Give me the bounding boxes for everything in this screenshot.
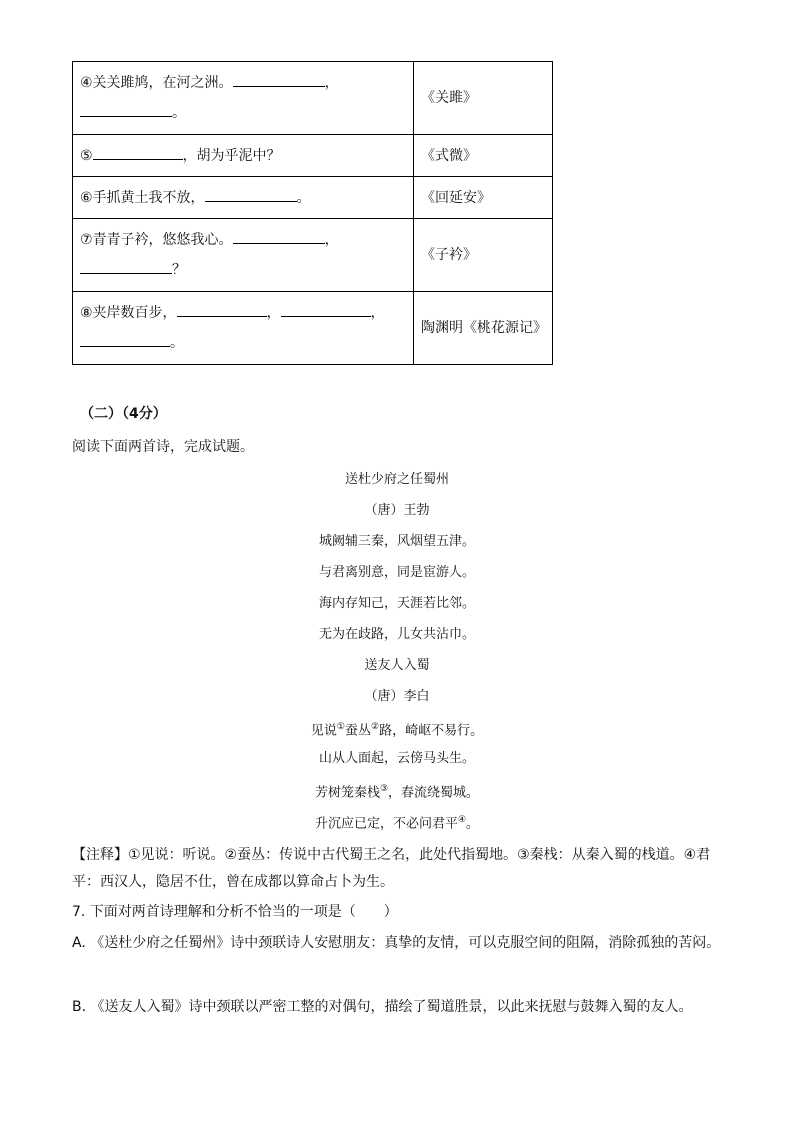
poem-line: 城阙辅三秦，风烟望五津。 xyxy=(318,534,475,549)
answer-blank[interactable] xyxy=(281,301,371,317)
verse-cell: ⑦青青子衿，悠悠我心。 ， ？ xyxy=(73,219,414,292)
source-cell: 《式微》 xyxy=(414,135,553,177)
poem-author: （唐）李白 xyxy=(364,689,430,704)
poem-title: 送友人入蜀 xyxy=(364,658,430,673)
note-marker: ② xyxy=(371,722,380,732)
poem-line: 无为在歧路，儿女共沾巾。 xyxy=(318,627,475,642)
option-a[interactable]: A. 《送杜少府之任蜀州》诗中颈联诗人安慰朋友：真挚的友情，可以克服空间的阻隔，消除孤独的苦闷。 xyxy=(72,935,721,951)
section-title: （二）（4分） xyxy=(80,406,167,422)
poem-title: 送杜少府之任蜀州 xyxy=(344,472,449,487)
poem-line: 山从人面起，云傍马头生。 xyxy=(318,751,475,766)
answer-blank[interactable] xyxy=(93,144,183,160)
poem-line: 见说①蚕丛②路，崎岖不易行。 xyxy=(310,722,484,739)
answer-blank[interactable] xyxy=(205,186,297,202)
section-instruction: 阅读下面两首诗，完成试题。 xyxy=(72,439,254,455)
answer-blank[interactable] xyxy=(177,301,267,317)
table-row xyxy=(73,219,553,292)
poem-line: 芳树笼秦栈③，春流绕蜀城。 xyxy=(314,784,480,801)
source-cell: 《子衿》 xyxy=(414,219,553,292)
source-cell: 陶渊明《桃花源记》 xyxy=(414,292,553,365)
table-row xyxy=(73,135,553,177)
verse-cell: ④关关雎鸠，在河之洲。 ， 。 xyxy=(73,62,414,135)
source-cell: 《回延安》 xyxy=(414,177,553,219)
answer-blank[interactable] xyxy=(233,71,325,87)
poem-line: 海内存知己，天涯若比邻。 xyxy=(318,596,475,611)
annotation-note: 【注释】①见说：听说。②蚕丛：传说中古代蜀王之名，此处代指蜀地。③秦栈：从秦入蜀的栈道。④君平：西汉人，隐居不仕，曾在成都以算命占卜为生。 xyxy=(72,847,711,890)
answer-blank[interactable] xyxy=(80,101,172,117)
table-row xyxy=(73,292,553,365)
note-marker: ④ xyxy=(457,815,467,825)
verse-cell: ⑤ ，胡为乎泥中？ xyxy=(73,135,414,177)
verse-cell: ⑥手抓黄土我不放， 。 xyxy=(73,177,414,219)
poem-line: 与君离别意，同是宦游人。 xyxy=(318,565,475,580)
table-row xyxy=(73,62,553,135)
poems xyxy=(0,464,794,836)
answer-blank[interactable] xyxy=(80,331,170,347)
answer-blank[interactable] xyxy=(80,258,172,274)
poem-author: （唐）王勃 xyxy=(364,503,430,518)
answer-blank[interactable] xyxy=(233,228,325,244)
option-b[interactable]: B. 《送友人入蜀》诗中颈联以严密工整的对偶句，描绘了蜀道胜景，以此来抚慰与鼓舞入蜀的友人。 xyxy=(72,999,693,1015)
fill-in-table xyxy=(72,61,553,365)
question-stem: 7. 下面对两首诗理解和分析不恰当的一项是（ ） xyxy=(72,904,398,920)
source-cell: 《关雎》 xyxy=(414,62,553,135)
verse-cell: ⑧夹岸数百步， ， ， 。 xyxy=(73,292,414,365)
poem-line: 升沉应已定，不必问君平④。 xyxy=(314,815,480,832)
note-marker: ① xyxy=(336,722,345,732)
table-row xyxy=(73,177,553,219)
note-marker: ③ xyxy=(379,784,389,794)
